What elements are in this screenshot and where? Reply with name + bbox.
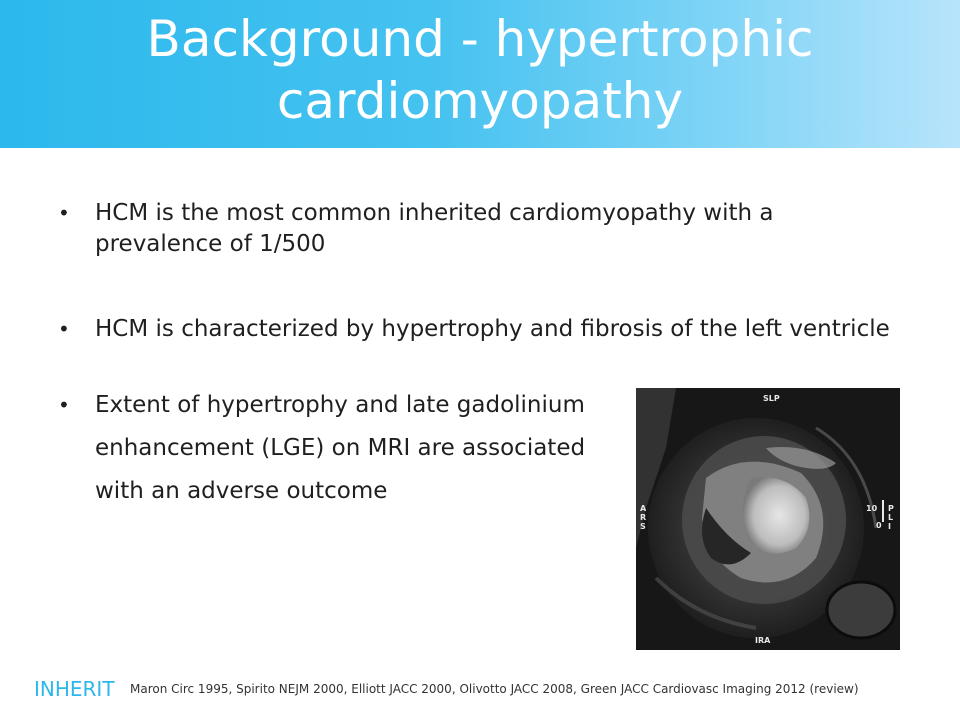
bullet-item: [58, 314, 898, 345]
slide-title-line1: Background - hypertrophic: [146, 10, 814, 68]
orientation-label-bottom: IRA: [755, 636, 771, 645]
bullet-marker: •: [58, 201, 70, 225]
bullet-text: HCM is the most common inherited cardiomyopathy with a prevalence of 1/500: [95, 200, 774, 257]
references-footnote: Maron Circ 1995, Spirito NEJM 2000, Elliott JACC 2000, Olivotto JACC 2008, Green JACC Cardiovasc Imaging 2012 (review): [130, 682, 859, 696]
slide-title-line2: cardiomyopathy: [276, 72, 684, 130]
brand-logo-text: INHERIT: [34, 677, 115, 701]
title-banner: [0, 0, 960, 148]
bullet-text: HCM is characterized by hypertrophy and fibrosis of the left ventricle: [95, 316, 890, 342]
slide-title: [0, 8, 960, 132]
scale-label-top: 10: [866, 504, 878, 513]
scale-label-bottom: 0: [876, 521, 882, 530]
mri-scan-graphic: [636, 388, 900, 650]
orientation-label-right: PLI: [888, 504, 894, 531]
bullet-item: [58, 384, 635, 513]
bullet-item: [58, 198, 898, 260]
bullet-marker: •: [58, 393, 70, 417]
orientation-label-left: ARS: [640, 504, 647, 531]
orientation-label-top: SLP: [763, 394, 780, 403]
bullet-marker: •: [58, 317, 70, 341]
bullet-text: Extent of hypertrophy and late gadolinium enhancement (LGE) on MRI are associated with an adverse outcome: [95, 392, 586, 504]
mri-image: [636, 388, 900, 650]
